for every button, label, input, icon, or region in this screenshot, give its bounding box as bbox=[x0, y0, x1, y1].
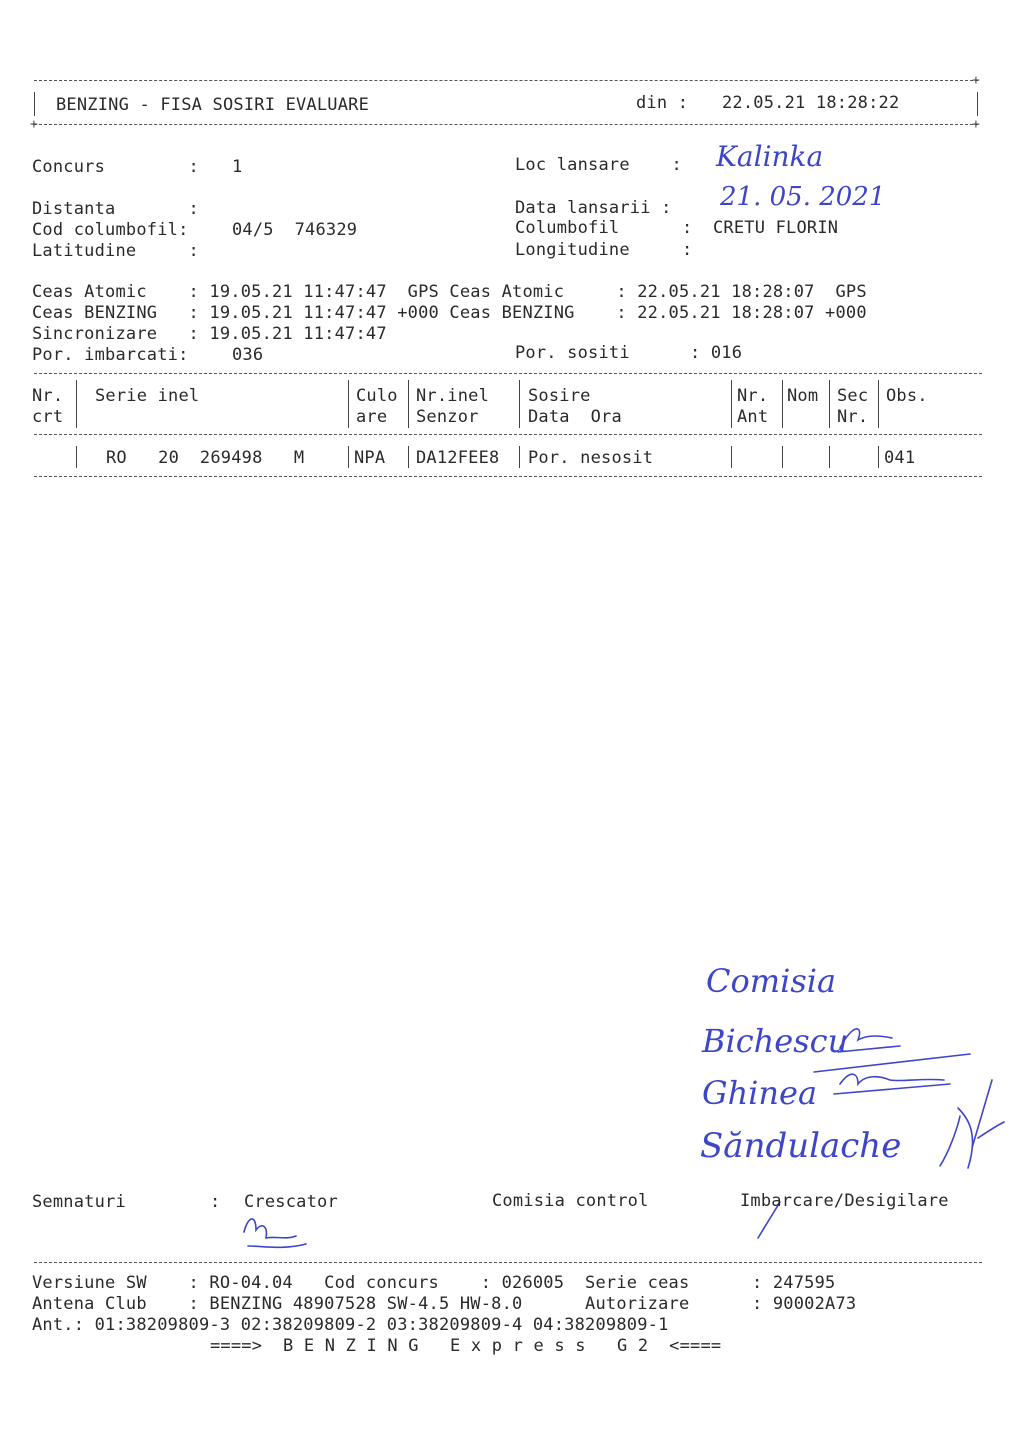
footer-antenna-line: Antena Club : BENZING 48907528 SW-4.5 HW-8.0 Autorizare : 90002A73 bbox=[32, 1294, 857, 1314]
cod-columbofil-value: 04/5 746329 bbox=[232, 220, 358, 240]
signature-comisia-control: Comisia control bbox=[492, 1191, 649, 1211]
corner-mark: + bbox=[972, 73, 980, 88]
distanta-label: Distanta : bbox=[32, 199, 199, 219]
row-nr-inel-senzor: DA12FEE8 bbox=[416, 448, 500, 468]
loc-lansare-label: Loc lansare : bbox=[515, 155, 682, 175]
latitudine-label: Latitudine : bbox=[32, 241, 199, 261]
concurs-value: 1 bbox=[232, 157, 243, 177]
handwritten-name-bichescu: Bichescu bbox=[702, 1022, 849, 1060]
loc-lansare-handwritten: Kalinka bbox=[716, 140, 824, 173]
header-culoare-2: are bbox=[356, 407, 388, 427]
clock-line-sync: Sincronizare : 19.05.21 11:47:47 bbox=[32, 324, 387, 344]
imbarcati-label: Por. imbarcati: bbox=[32, 345, 189, 365]
data-lansarii-handwritten: 21. 05. 2021 bbox=[720, 182, 886, 212]
data-lansarii-label: Data lansarii : bbox=[515, 198, 672, 218]
clock-line-benzing: Ceas BENZING : 19.05.21 11:47:47 +000 Ceas BENZING : 22.05.21 18:28:07 +000 bbox=[32, 303, 867, 323]
sositi-label: Por. sositi bbox=[515, 343, 630, 363]
header-ant: Ant bbox=[737, 407, 769, 427]
signatures-colon: : bbox=[210, 1192, 221, 1212]
signature-crescator: Crescator bbox=[244, 1192, 338, 1212]
row-obs: 041 bbox=[884, 448, 916, 468]
header-nr: Nr. bbox=[32, 386, 64, 406]
header-nr-ant: Nr. bbox=[737, 386, 769, 406]
header-obs: Obs. bbox=[886, 386, 928, 406]
signatures-label: Semnaturi bbox=[32, 1192, 126, 1212]
header-sosire: Sosire bbox=[528, 386, 591, 406]
cod-columbofil-label: Cod columbofil: bbox=[32, 220, 189, 240]
header-crt: crt bbox=[32, 407, 64, 427]
columbofil-label: Columbofil : bbox=[515, 218, 693, 238]
longitudine-label: Longitudine : bbox=[515, 240, 693, 260]
signature-imbarcare: Imbarcare/Desigilare bbox=[740, 1191, 949, 1211]
header-nr-inel: Nr.inel bbox=[416, 386, 490, 406]
clock-line-atomic: Ceas Atomic : 19.05.21 11:47:47 GPS Ceas Atomic : 22.05.21 18:28:07 GPS bbox=[32, 282, 867, 302]
sositi-value: : 016 bbox=[690, 343, 743, 363]
corner-mark: + bbox=[30, 117, 38, 132]
header-sec: Sec bbox=[837, 386, 869, 406]
header-data-ora: Data Ora bbox=[528, 407, 622, 427]
row-serie-inel: RO 20 269498 M bbox=[106, 448, 305, 468]
sheet-title: BENZING - FISA SOSIRI EVALUARE bbox=[56, 95, 370, 115]
footer-version-line: Versiune SW : RO-04.04 Cod concurs : 026005 Serie ceas : 247595 bbox=[32, 1273, 836, 1293]
columbofil-value: CRETU FLORIN bbox=[713, 218, 839, 238]
footer-ant-ids-line: Ant.: 01:38209809-3 02:38209809-2 03:38209809-4 04:38209809-1 bbox=[32, 1315, 669, 1335]
header-senzor: Senzor bbox=[416, 407, 479, 427]
header-serie-inel: Serie inel bbox=[95, 386, 200, 406]
concurs-label: Concurs : bbox=[32, 157, 199, 177]
handwritten-comisia: Comisia bbox=[706, 962, 837, 1000]
header-sec-nr: Nr. bbox=[837, 407, 869, 427]
header-nom: Nom bbox=[787, 386, 819, 406]
handwritten-name-sandulache: Săndulache bbox=[700, 1126, 902, 1166]
header-culoare-1: Culo bbox=[356, 386, 398, 406]
corner-mark: + bbox=[972, 117, 980, 132]
imbarcati-value: 036 bbox=[232, 345, 264, 365]
print-date-label: din : bbox=[636, 93, 689, 113]
footer-brand-line: ====> B E N Z I N G E x p r e s s G 2 <==== bbox=[210, 1336, 722, 1356]
footer-rule bbox=[34, 1262, 982, 1263]
handwritten-name-ghinea: Ghinea bbox=[702, 1074, 818, 1112]
print-date-value: 22.05.21 18:28:22 bbox=[722, 93, 900, 113]
row-culoare: NPA bbox=[354, 448, 386, 468]
row-sosire: Por. nesosit bbox=[528, 448, 654, 468]
